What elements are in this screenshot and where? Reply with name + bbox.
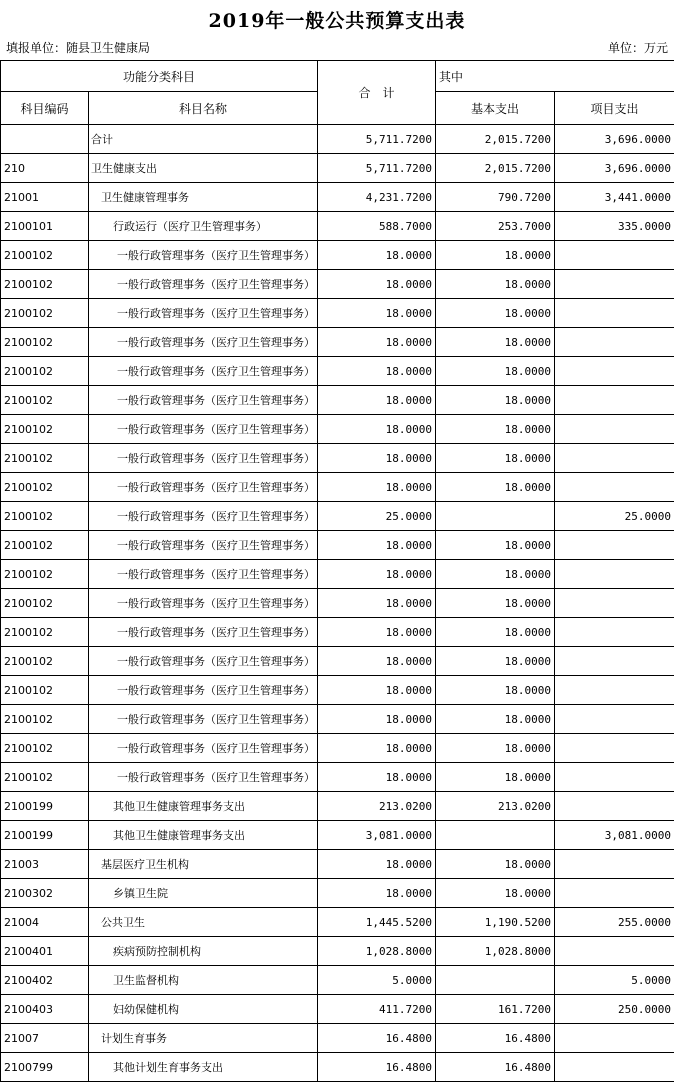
subject-code: 2100102	[1, 241, 89, 270]
project-amount	[555, 328, 674, 357]
project-amount: 3,081.0000	[555, 821, 674, 850]
subject-name: 一般行政管理事务（医疗卫生管理事务）	[89, 734, 318, 763]
subject-name: 基层医疗卫生机构	[89, 850, 318, 879]
subject-name: 一般行政管理事务（医疗卫生管理事务）	[89, 357, 318, 386]
subject-name: 妇幼保健机构	[89, 995, 318, 1024]
project-amount	[555, 444, 674, 473]
total-amount: 5,711.7200	[318, 154, 436, 183]
project-amount: 5.0000	[555, 966, 674, 995]
table-row	[1, 1053, 674, 1082]
table-row	[1, 908, 674, 937]
project-amount: 250.0000	[555, 995, 674, 1024]
total-amount: 18.0000	[318, 734, 436, 763]
subject-name: 一般行政管理事务（医疗卫生管理事务）	[89, 299, 318, 328]
subject-name: 一般行政管理事务（医疗卫生管理事务）	[89, 589, 318, 618]
basic-amount: 2,015.7200	[436, 125, 555, 154]
basic-amount: 18.0000	[436, 241, 555, 270]
header-row-1	[1, 61, 674, 92]
total-amount: 1,445.5200	[318, 908, 436, 937]
project-amount: 255.0000	[555, 908, 674, 937]
basic-amount	[436, 966, 555, 995]
header-project: 项目支出	[555, 92, 674, 125]
subject-name: 一般行政管理事务（医疗卫生管理事务）	[89, 241, 318, 270]
subject-name: 其他卫生健康管理事务支出	[89, 792, 318, 821]
subject-code: 2100102	[1, 763, 89, 792]
total-amount: 18.0000	[318, 241, 436, 270]
table-row	[1, 995, 674, 1024]
basic-amount: 18.0000	[436, 444, 555, 473]
basic-amount	[436, 502, 555, 531]
project-amount	[555, 879, 674, 908]
subject-name: 合计	[89, 125, 318, 154]
table-row	[1, 734, 674, 763]
project-amount	[555, 589, 674, 618]
project-amount	[555, 705, 674, 734]
total-amount: 16.4800	[318, 1024, 436, 1053]
basic-amount: 18.0000	[436, 415, 555, 444]
table-row	[1, 299, 674, 328]
header-code: 科目编码	[1, 92, 89, 125]
subject-code: 2100102	[1, 560, 89, 589]
table-row	[1, 154, 674, 183]
subject-code	[1, 125, 89, 154]
subject-name: 其他卫生健康管理事务支出	[89, 821, 318, 850]
project-amount	[555, 676, 674, 705]
basic-amount: 790.7200	[436, 183, 555, 212]
table-row	[1, 937, 674, 966]
project-amount: 3,441.0000	[555, 183, 674, 212]
project-amount: 335.0000	[555, 212, 674, 241]
table-row	[1, 763, 674, 792]
basic-amount: 18.0000	[436, 879, 555, 908]
subject-code: 2100102	[1, 531, 89, 560]
project-amount	[555, 792, 674, 821]
subject-name: 疾病预防控制机构	[89, 937, 318, 966]
project-amount	[555, 763, 674, 792]
subject-code: 2100401	[1, 937, 89, 966]
header-among: 其中	[436, 61, 674, 92]
table-row	[1, 821, 674, 850]
total-amount: 18.0000	[318, 386, 436, 415]
project-amount	[555, 241, 674, 270]
total-amount: 18.0000	[318, 415, 436, 444]
basic-amount: 1,190.5200	[436, 908, 555, 937]
total-amount: 18.0000	[318, 850, 436, 879]
subject-code: 21003	[1, 850, 89, 879]
header-basic: 基本支出	[436, 92, 555, 125]
table-row	[1, 1024, 674, 1053]
table-row	[1, 270, 674, 299]
basic-amount: 18.0000	[436, 328, 555, 357]
subject-name: 一般行政管理事务（医疗卫生管理事务）	[89, 647, 318, 676]
project-amount	[555, 618, 674, 647]
subject-code: 2100102	[1, 734, 89, 763]
table-row	[1, 647, 674, 676]
table-row	[1, 705, 674, 734]
project-amount	[555, 415, 674, 444]
subject-code: 2100102	[1, 502, 89, 531]
subject-code: 2100102	[1, 415, 89, 444]
project-amount	[555, 850, 674, 879]
basic-amount: 18.0000	[436, 647, 555, 676]
subject-name: 一般行政管理事务（医疗卫生管理事务）	[89, 270, 318, 299]
subject-code: 21001	[1, 183, 89, 212]
basic-amount: 16.4800	[436, 1053, 555, 1082]
table-row	[1, 444, 674, 473]
total-amount: 18.0000	[318, 357, 436, 386]
total-amount: 18.0000	[318, 705, 436, 734]
basic-amount: 18.0000	[436, 270, 555, 299]
basic-amount: 18.0000	[436, 676, 555, 705]
subject-code: 2100403	[1, 995, 89, 1024]
subject-name: 一般行政管理事务（医疗卫生管理事务）	[89, 531, 318, 560]
basic-amount	[436, 821, 555, 850]
subject-name: 其他计划生育事务支出	[89, 1053, 318, 1082]
total-amount: 18.0000	[318, 647, 436, 676]
table-row	[1, 792, 674, 821]
total-amount: 18.0000	[318, 299, 436, 328]
table-row	[1, 241, 674, 270]
reporting-unit: 填报单位：随县卫生健康局	[6, 41, 151, 55]
subject-name: 公共卫生	[89, 908, 318, 937]
table-row	[1, 560, 674, 589]
subject-code: 2100102	[1, 647, 89, 676]
table-row	[1, 473, 674, 502]
subject-name: 乡镇卫生院	[89, 879, 318, 908]
subject-name: 一般行政管理事务（医疗卫生管理事务）	[89, 705, 318, 734]
subject-name: 行政运行（医疗卫生管理事务）	[89, 212, 318, 241]
subject-code: 2100102	[1, 299, 89, 328]
subject-name: 一般行政管理事务（医疗卫生管理事务）	[89, 763, 318, 792]
total-amount: 18.0000	[318, 473, 436, 502]
budget-table	[0, 60, 674, 1082]
subject-name: 一般行政管理事务（医疗卫生管理事务）	[89, 444, 318, 473]
subject-name: 一般行政管理事务（医疗卫生管理事务）	[89, 502, 318, 531]
basic-amount: 18.0000	[436, 531, 555, 560]
subject-code: 2100199	[1, 821, 89, 850]
total-amount: 588.7000	[318, 212, 436, 241]
subject-name: 一般行政管理事务（医疗卫生管理事务）	[89, 328, 318, 357]
subject-code: 2100102	[1, 618, 89, 647]
subject-code: 2100101	[1, 212, 89, 241]
total-amount: 18.0000	[318, 676, 436, 705]
basic-amount: 18.0000	[436, 473, 555, 502]
total-amount: 4,231.7200	[318, 183, 436, 212]
total-amount: 18.0000	[318, 879, 436, 908]
total-amount: 16.4800	[318, 1053, 436, 1082]
total-amount: 18.0000	[318, 270, 436, 299]
total-amount: 18.0000	[318, 763, 436, 792]
project-amount	[555, 473, 674, 502]
subject-name: 一般行政管理事务（医疗卫生管理事务）	[89, 386, 318, 415]
basic-amount: 2,015.7200	[436, 154, 555, 183]
project-amount	[555, 647, 674, 676]
basic-amount: 18.0000	[436, 299, 555, 328]
subject-code: 2100102	[1, 444, 89, 473]
basic-amount: 1,028.8000	[436, 937, 555, 966]
subject-code: 21004	[1, 908, 89, 937]
basic-amount: 18.0000	[436, 850, 555, 879]
subject-code: 21007	[1, 1024, 89, 1053]
basic-amount: 18.0000	[436, 589, 555, 618]
project-amount	[555, 1024, 674, 1053]
basic-amount: 18.0000	[436, 560, 555, 589]
subject-name: 计划生育事务	[89, 1024, 318, 1053]
total-amount: 5.0000	[318, 966, 436, 995]
table-row	[1, 879, 674, 908]
basic-amount: 16.4800	[436, 1024, 555, 1053]
table-row	[1, 618, 674, 647]
table-row	[1, 502, 674, 531]
project-amount	[555, 560, 674, 589]
project-amount: 3,696.0000	[555, 125, 674, 154]
basic-amount: 18.0000	[436, 386, 555, 415]
total-amount: 18.0000	[318, 531, 436, 560]
subject-name: 一般行政管理事务（医疗卫生管理事务）	[89, 676, 318, 705]
subject-code: 2100199	[1, 792, 89, 821]
project-amount	[555, 734, 674, 763]
table-row	[1, 850, 674, 879]
basic-amount: 18.0000	[436, 618, 555, 647]
subject-name: 一般行政管理事务（医疗卫生管理事务）	[89, 415, 318, 444]
basic-amount: 18.0000	[436, 705, 555, 734]
subject-code: 2100302	[1, 879, 89, 908]
table-row	[1, 415, 674, 444]
header-func-category: 功能分类科目	[1, 61, 318, 92]
basic-amount: 253.7000	[436, 212, 555, 241]
project-amount	[555, 386, 674, 415]
table-row	[1, 386, 674, 415]
subject-code: 2100102	[1, 328, 89, 357]
subject-code: 2100799	[1, 1053, 89, 1082]
project-amount	[555, 299, 674, 328]
basic-amount: 18.0000	[436, 763, 555, 792]
table-row	[1, 357, 674, 386]
subject-name: 一般行政管理事务（医疗卫生管理事务）	[89, 473, 318, 502]
project-amount	[555, 270, 674, 299]
project-amount	[555, 1053, 674, 1082]
subject-code: 2100102	[1, 357, 89, 386]
subject-code: 2100102	[1, 386, 89, 415]
header-total: 合 计	[318, 61, 436, 125]
page-title: 2019年一般公共预算支出表	[208, 10, 466, 32]
basic-amount: 18.0000	[436, 734, 555, 763]
total-amount: 18.0000	[318, 560, 436, 589]
project-amount: 3,696.0000	[555, 154, 674, 183]
table-row	[1, 125, 674, 154]
total-amount: 18.0000	[318, 444, 436, 473]
project-amount	[555, 937, 674, 966]
subject-code: 2100402	[1, 966, 89, 995]
total-amount: 3,081.0000	[318, 821, 436, 850]
header-name: 科目名称	[89, 92, 318, 125]
table-row	[1, 676, 674, 705]
subject-code: 210	[1, 154, 89, 183]
total-amount: 18.0000	[318, 328, 436, 357]
subject-code: 2100102	[1, 473, 89, 502]
subject-name: 卫生监督机构	[89, 966, 318, 995]
subject-name: 一般行政管理事务（医疗卫生管理事务）	[89, 560, 318, 589]
subject-code: 2100102	[1, 270, 89, 299]
table-row	[1, 328, 674, 357]
subject-code: 2100102	[1, 676, 89, 705]
total-amount: 213.0200	[318, 792, 436, 821]
subject-code: 2100102	[1, 589, 89, 618]
table-row	[1, 966, 674, 995]
basic-amount: 18.0000	[436, 357, 555, 386]
basic-amount: 161.7200	[436, 995, 555, 1024]
currency-unit: 单位：万元	[607, 41, 668, 55]
subject-code: 2100102	[1, 705, 89, 734]
subject-name: 卫生健康管理事务	[89, 183, 318, 212]
table-row	[1, 589, 674, 618]
total-amount: 411.7200	[318, 995, 436, 1024]
project-amount: 25.0000	[555, 502, 674, 531]
subject-name: 卫生健康支出	[89, 154, 318, 183]
total-amount: 5,711.7200	[318, 125, 436, 154]
table-row	[1, 212, 674, 241]
total-amount: 18.0000	[318, 589, 436, 618]
project-amount	[555, 531, 674, 560]
table-row	[1, 531, 674, 560]
table-row	[1, 183, 674, 212]
total-amount: 1,028.8000	[318, 937, 436, 966]
basic-amount: 213.0200	[436, 792, 555, 821]
project-amount	[555, 357, 674, 386]
subject-name: 一般行政管理事务（医疗卫生管理事务）	[89, 618, 318, 647]
total-amount: 25.0000	[318, 502, 436, 531]
total-amount: 18.0000	[318, 618, 436, 647]
